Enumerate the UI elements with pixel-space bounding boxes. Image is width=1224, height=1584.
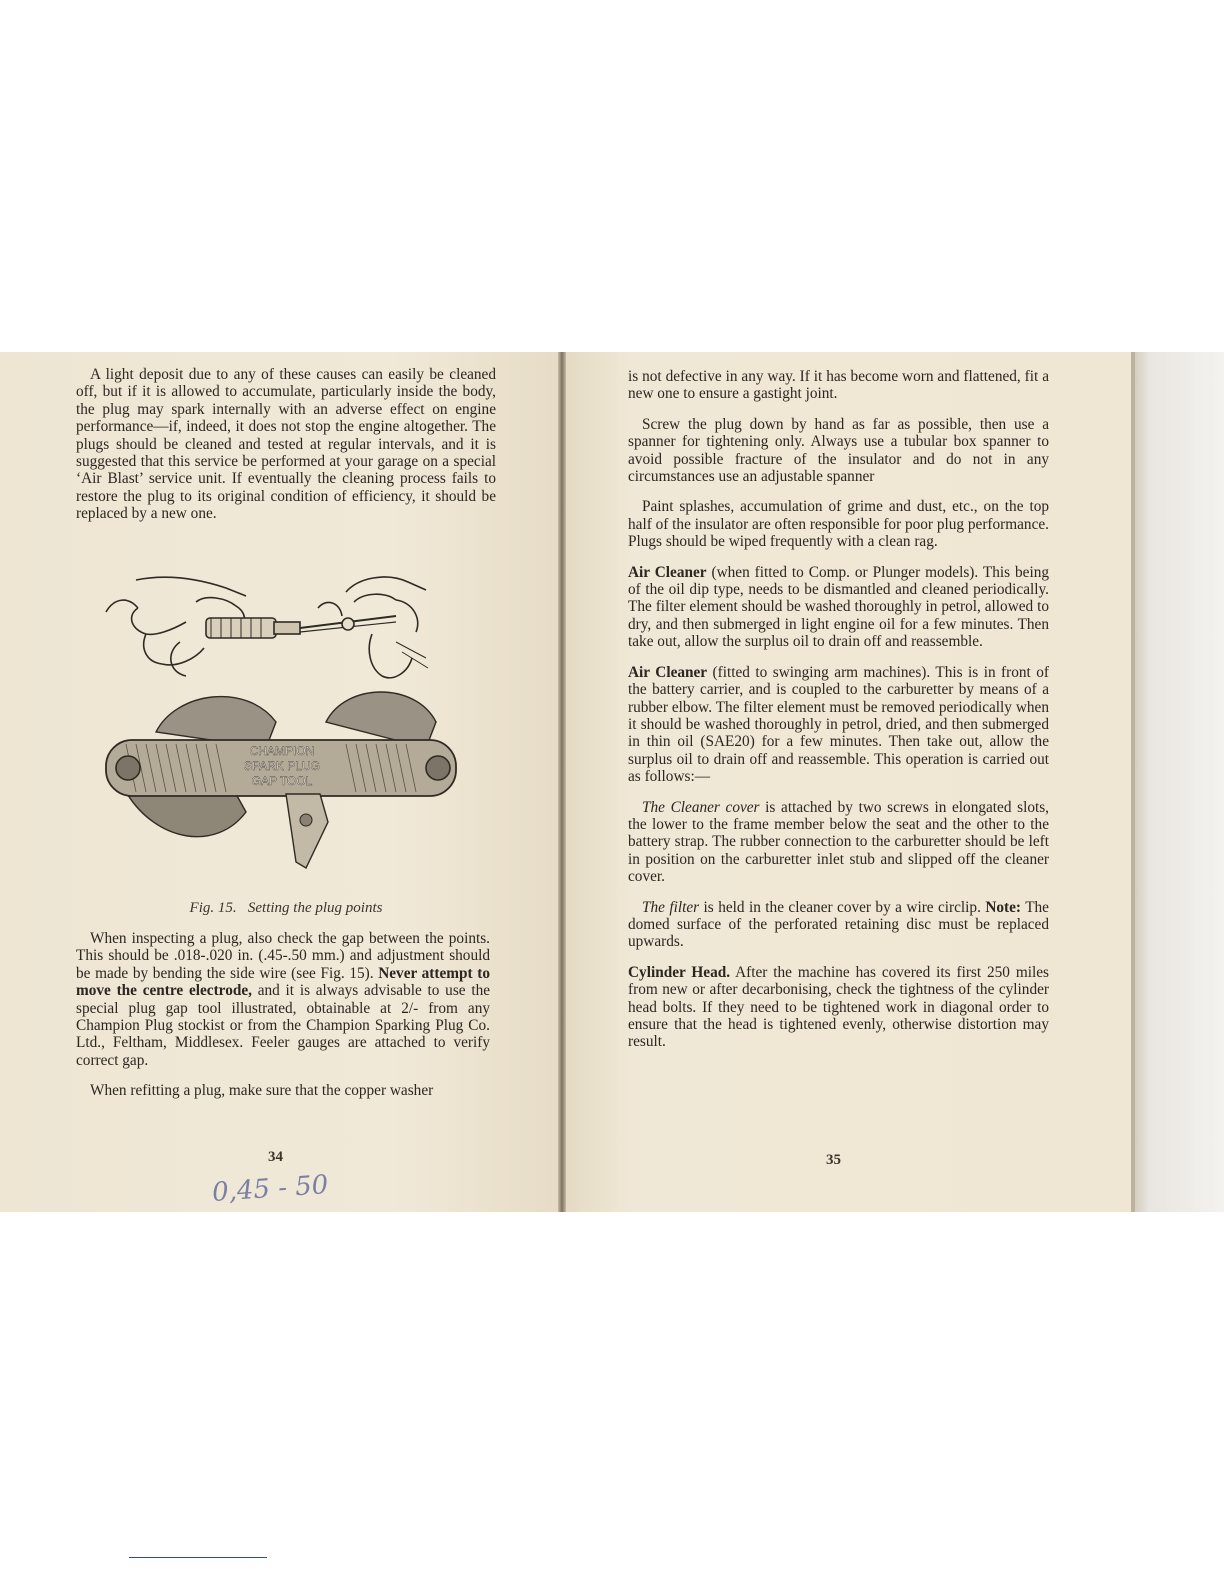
page-number-right: 35 <box>826 1152 841 1168</box>
paint-splashes-paragraph: Paint splashes, accumulation of grime and dust, etc., on the top half of the insulator are often responsible for poor plug performance. Plugs should be wiped frequently with a clean rag. <box>628 498 1049 551</box>
plug-gap-tool-figure <box>96 572 476 892</box>
caption-fig-number: Fig. 15. <box>189 900 237 916</box>
right-page-text <box>628 368 1049 1064</box>
air-cleaner-plunger-paragraph: Air Cleaner (when fitted to Comp. or Plunger models). This being of the oil dip type, needs to be dismantled and cleaned periodically. The filter element should be washed thoroughly in petrol, allowed to dry, and then submerged in light engine oil for a few minutes. Then take out, allow the surplus oil to drain off and reassemble. <box>628 563 1049 651</box>
screw-plug-paragraph: Screw the plug down by hand as far as possible, then use a spanner for tightening only. Always use a tubular box spanner to avoid possible fracture of the insulator and do not in any circumstances use an adjustable spanner <box>628 415 1049 486</box>
handwritten-note: 0,45 - 50 <box>211 1169 330 1209</box>
left-page-bottom-text <box>76 930 490 1113</box>
cleaner-cover-paragraph: The Cleaner cover is attached by two screws in elongated slots, the lower to the frame member below the seat and the other to the battery strap. The rubber connection to the carburetter should be left in position on the carburetter inlet stub and slipped off the cleaner cover. <box>628 798 1049 886</box>
washer-paragraph: is not defective in any way. If it has become worn and flattened, fit a new one to ensure a gastight joint. <box>628 368 1049 403</box>
air-cleaner-heading: Air Cleaner <box>628 563 707 581</box>
book-gutter <box>558 352 566 1212</box>
champion-gap-tool-illustration <box>106 692 456 868</box>
page-number-left: 34 <box>268 1149 283 1165</box>
refit-paragraph: When refitting a plug, make sure that the copper washer <box>90 1082 434 1100</box>
cylinder-head-heading: Cylinder Head. <box>628 963 731 981</box>
bottom-underline-link[interactable] <box>129 1557 267 1558</box>
deposit-paragraph: A light deposit due to any of these causes can easily be cleaned off, but if it is allowed to accumulate, particularly inside the body, the plug may spark internally with an adverse effect on engine performance—if, indeed, it does not stop the engine altogether. The plugs should be cleaned and tested at regular intervals, and it is suggested that this service be performed at your garage on a special ‘Air Blast’ service unit. If eventually the cleaning process fails to restore the plug to its original condition of efficiency, it should be replaced by a new one. <box>76 366 496 523</box>
tool-label-line-1: CHAMPION <box>249 744 315 758</box>
left-page-top-text <box>76 366 496 536</box>
caption-title: Setting the plug points <box>247 900 383 916</box>
back-cover-edge <box>1131 352 1224 1212</box>
book-spread <box>0 352 1224 1212</box>
air-cleaner-swinging-arm-paragraph: Air Cleaner (fitted to swinging arm machines). This is in front of the battery carrier, and is coupled to the carburetter by means of a rubber elbow. The filter element must be removed periodically when it should be washed thoroughly in petrol, dried, and then submerged in thin oil (SAE20) for a few minutes. Then take out, allow the surplus oil to drain off and reassemble. This operation is carried out as follows:— <box>628 663 1049 786</box>
centre-electrode-warning: Never attempt to move the centre electrode, <box>76 964 490 1000</box>
left-page <box>0 352 560 1212</box>
tool-label-line-3: GAP TOOL <box>251 774 313 788</box>
cylinder-head-paragraph: Cylinder Head. After the machine has covered its first 250 miles from new or after decarbonising, check the tightness of the cylinder head bolts. If they need to be tightened work in diagonal order to ensure that the head is tightened evenly, otherwise distortion may result. <box>628 963 1049 1051</box>
hands-setting-plug-illustration <box>106 577 428 678</box>
tool-label-line-2: SPARK PLUG <box>244 759 320 773</box>
figure-caption <box>76 900 496 917</box>
note-label: Note: <box>985 898 1022 916</box>
air-cleaner-heading-2: Air Cleaner <box>628 663 708 681</box>
filter-paragraph: The filter is held in the cleaner cover by a wire circlip. Note: The domed surface of the perforated retaining disc must be replaced upwards. <box>628 898 1049 951</box>
inspect-paragraph: When inspecting a plug, also check the gap between the points. This should be .018-.020 in. (.45-.50 mm.) and adjustment should be made by bending the side wire (see Fig. 15). Never attempt to move the centre electrode, and it is always advisable to use the special plug gap tool illustrated, obtainable at 2/- from any Champion Plug stockist or from the Champion Sparking Plug Co. Ltd., Feltham, Middlesex. Feeler gauges are attached to verify correct gap. <box>76 930 491 1069</box>
